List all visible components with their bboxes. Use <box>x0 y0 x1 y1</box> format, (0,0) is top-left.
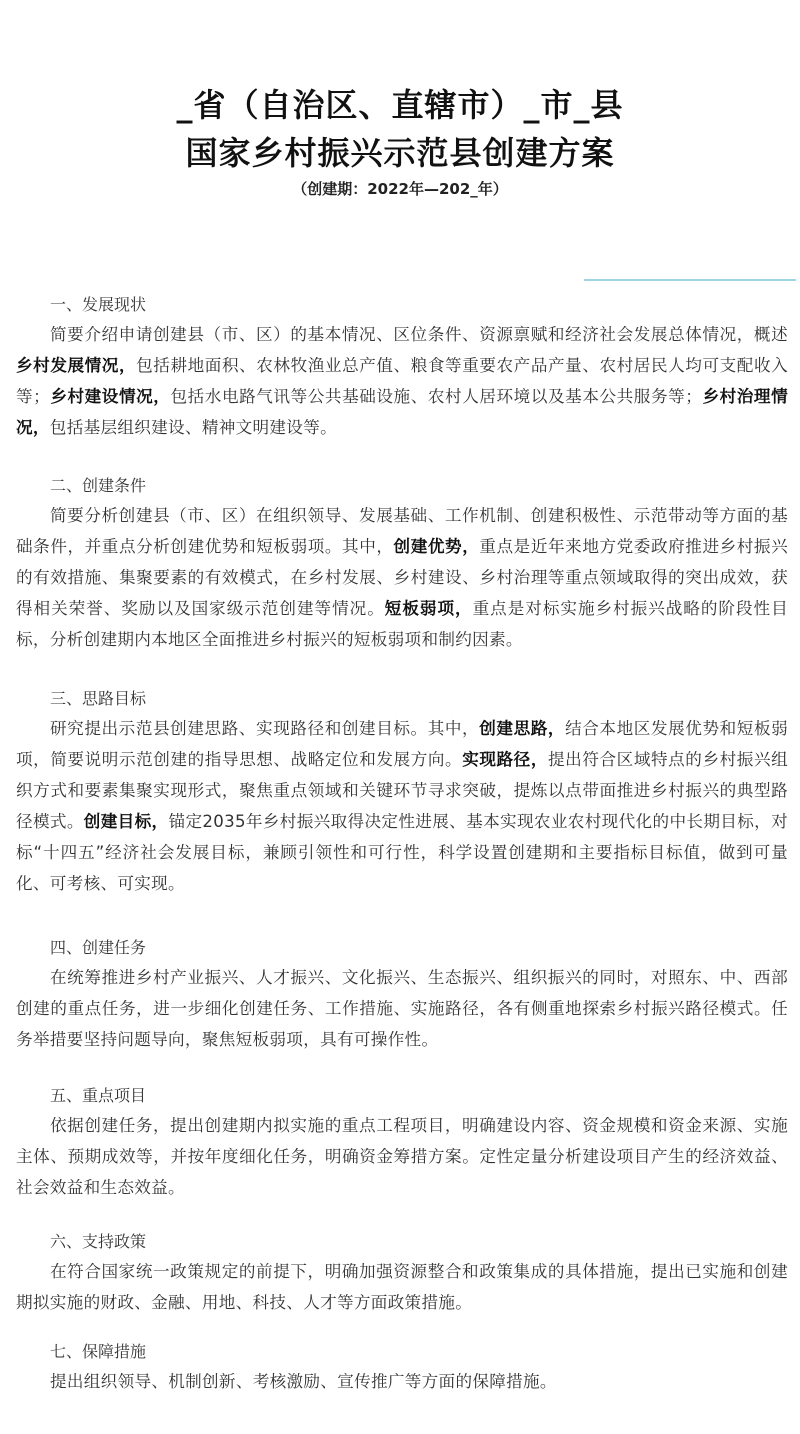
section-paragraph-4 <box>16 962 788 1055</box>
paragraph-text: 重点是对标实施乡村振兴战略的阶段性目标，分析创建期内本地区全面推进乡村振兴的短板弱项和制约因素。 <box>16 599 788 649</box>
paragraph-text: 简要分析创建县（市、区）在组织领导、发展基础、工作机制、创建积极性、示范带动等方面的基础条件，并重点分析创建优势和短板弱项。其中， <box>16 506 788 556</box>
section-paragraph-7 <box>16 1366 788 1397</box>
section-paragraph-5 <box>16 1110 788 1203</box>
paragraph-text: 提出组织领导、机制创新、考核激励、宣传推广等方面的保障措施。 <box>50 1372 557 1391</box>
section-heading-5: 五、重点项目 <box>50 1086 147 1105</box>
paragraph-text: 在符合国家统一政策规定的前提下，明确加强资源整合和政策集成的具体措施，提出已实施和创建期拟实施的财政、金融、用地、科技、人才等方面政策措施。 <box>16 1262 788 1312</box>
section-heading-7: 七、保障措施 <box>50 1342 147 1361</box>
section-paragraph-3 <box>16 713 788 899</box>
decorative-divider <box>584 279 796 281</box>
bold-keyword: 实现路径， <box>462 750 549 769</box>
section-paragraph-6 <box>16 1256 788 1318</box>
paragraph-text: 在统筹推进乡村产业振兴、人才振兴、文化振兴、生态振兴、组织振兴的同时，对照东、中、西部创建的重点任务，进一步细化创建任务、工作措施、实施路径，各有侧重地探索乡村振兴路径模式。任务举措要坚持问题导向，聚焦短板弱项，具有可操作性。 <box>16 968 788 1049</box>
section-paragraph-1 <box>16 319 788 443</box>
section-heading-2: 二、创建条件 <box>50 476 147 495</box>
bold-keyword: 短板弱项， <box>384 599 473 618</box>
bold-keyword: 乡村治理情况， <box>16 387 788 437</box>
paragraph-text: 依据创建任务，提出创建期内拟实施的重点工程项目，明确建设内容、资金规模和资金来源、实施主体、预期成效等，并按年度细化任务，明确资金筹措方案。定性定量分析建设项目产生的经济效益、社会效益和生态效益。 <box>16 1116 788 1197</box>
paragraph-text: 包括基层组织建设、精神文明建设等。 <box>49 418 337 437</box>
paragraph-text: 结合本地区发展优势和短板弱项，简要说明示范创建的指导思想、战略定位和发展方向。 <box>16 719 789 769</box>
section-heading-6: 六、支持政策 <box>50 1232 147 1251</box>
paragraph-text: 简要介绍申请创建县（市、区）的基本情况、区位条件、资源禀赋和经济社会发展总体情况，概述 <box>50 325 788 344</box>
document-title-line1: _省（自治区、直辖市）_市_县 <box>176 86 624 124</box>
paragraph-text: 提出符合区域特点的乡村振兴组织方式和要素集聚实现形式，聚焦重点领域和关键环节寻求突破，提炼以点带面推进乡村振兴的典型路径模式。 <box>16 750 789 831</box>
paragraph-text: 锚定2035年乡村振兴取得决定性进展、基本实现农业农村现代化的中长期目标，对标“十四五”经济社会发展目标，兼顾引领性和可行性，科学设置创建期和主要指标目标值，做到可量化、可考核、可实现。 <box>16 812 788 893</box>
section-heading-3: 三、思路目标 <box>50 689 147 708</box>
bold-keyword: 创建思路， <box>479 719 566 738</box>
bold-keyword: 创建目标， <box>83 812 169 831</box>
creation-period: （创建期：2022年—202_年） <box>292 180 508 198</box>
paragraph-text: 包括水电路气讯等公共基础设施、农村人居环境以及基本公共服务等； <box>170 387 703 406</box>
section-paragraph-2 <box>16 500 788 655</box>
document-title-line2: 国家乡村振兴示范县创建方案 <box>185 134 615 172</box>
bold-keyword: 乡村发展情况， <box>16 356 137 375</box>
paragraph-text: 包括耕地面积、农林牧渔业总产值、粮食等重要农产品产量、农村居民人均可支配收入等； <box>16 356 788 406</box>
section-heading-1: 一、发展现状 <box>50 295 147 314</box>
paragraph-text: 重点是近年来地方党委政府推进乡村振兴的有效措施、集聚要素的有效模式，在乡村发展、乡村建设、乡村治理等重点领域取得的突出成效，获得相关荣誉、奖励以及国家级示范创建等情况。 <box>16 537 788 618</box>
section-heading-4: 四、创建任务 <box>50 938 147 957</box>
bold-keyword: 乡村建设情况， <box>50 387 171 406</box>
bold-keyword: 创建优势， <box>393 537 480 556</box>
paragraph-text: 研究提出示范县创建思路、实现路径和创建目标。其中， <box>50 719 480 738</box>
